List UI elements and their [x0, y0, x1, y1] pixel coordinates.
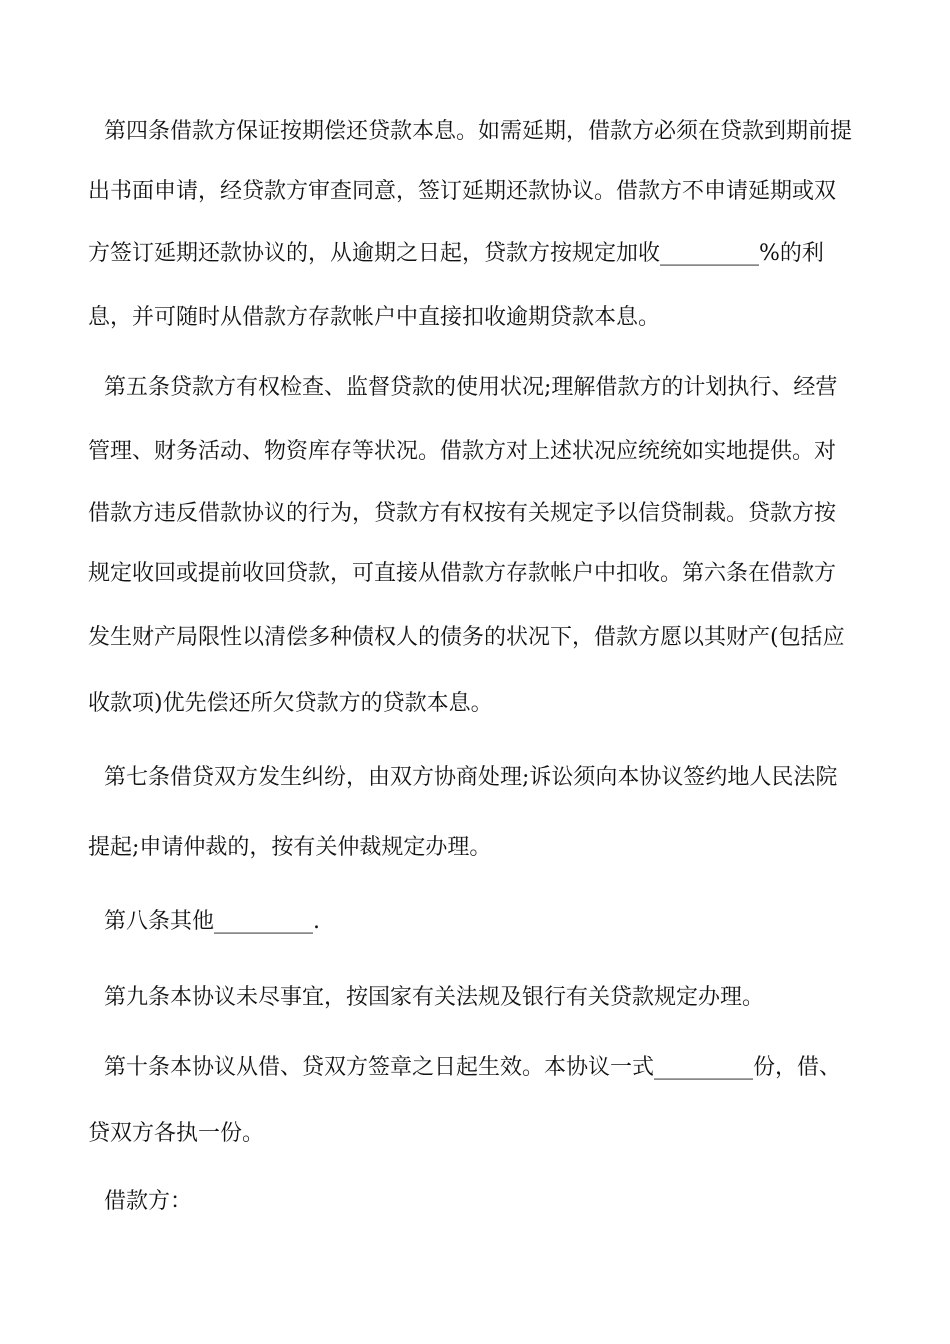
paragraph-10-line-2: 贷双方各执一份。 [88, 1121, 265, 1146]
paragraph-5-line-6: 收款项)优先偿还所欠贷款方的贷款本息。 [88, 691, 493, 716]
paragraph-5-line-4: 规定收回或提前收回贷款，可直接从借款方存款帐户中扣收。第六条在借款方 [88, 561, 837, 586]
paragraph-4-line-2: 出书面申请，经贷款方审查同意，签订延期还款协议。借款方不申请延期或双 [88, 179, 837, 204]
paragraph-4-line-4: 息，并可随时从借款方存款帐户中直接扣收逾期贷款本息。 [88, 305, 661, 330]
borrower-signature-label: 借款方： [104, 1189, 193, 1214]
paragraph-4-line-1: 第四条借款方保证按期偿还贷款本息。如需延期，借款方必须在贷款到期前提 [104, 119, 853, 144]
paragraph-5-line-1: 第五条贷款方有权检查、监督贷款的使用状况;理解借款方的计划执行、经营 [104, 375, 838, 400]
paragraph-7-line-1: 第七条借贷双方发生纠纷，由双方协商处理;诉讼须向本协议签约地人民法院 [104, 765, 838, 790]
paragraph-7-line-2: 提起;申请仲裁的，按有关仲裁规定办理。 [88, 835, 492, 860]
paragraph-5-line-3: 借款方违反借款协议的行为，贷款方有权按有关规定予以信贷制裁。贷款方按 [88, 501, 837, 526]
paragraph-9: 第九条本协议未尽事宜，按国家有关法规及银行有关贷款规定办理。 [104, 985, 765, 1010]
paragraph-4-line-3: 方签订延期还款协议的，从逾期之日起，贷款方按规定加收_________%的利 [88, 241, 824, 266]
paragraph-10-line-1: 第十条本协议从借、贷双方签章之日起生效。本协议一式_________份，借、 [104, 1055, 842, 1080]
paragraph-5-line-2: 管理、财务活动、物资库存等状况。借款方对上述状况应统统如实地提供。对 [88, 439, 837, 464]
paragraph-8: 第八条其他_________. [104, 909, 320, 934]
paragraph-5-line-5: 发生财产局限性以清偿多种债权人的债务的状况下，借款方愿以其财产(包括应 [88, 625, 845, 650]
